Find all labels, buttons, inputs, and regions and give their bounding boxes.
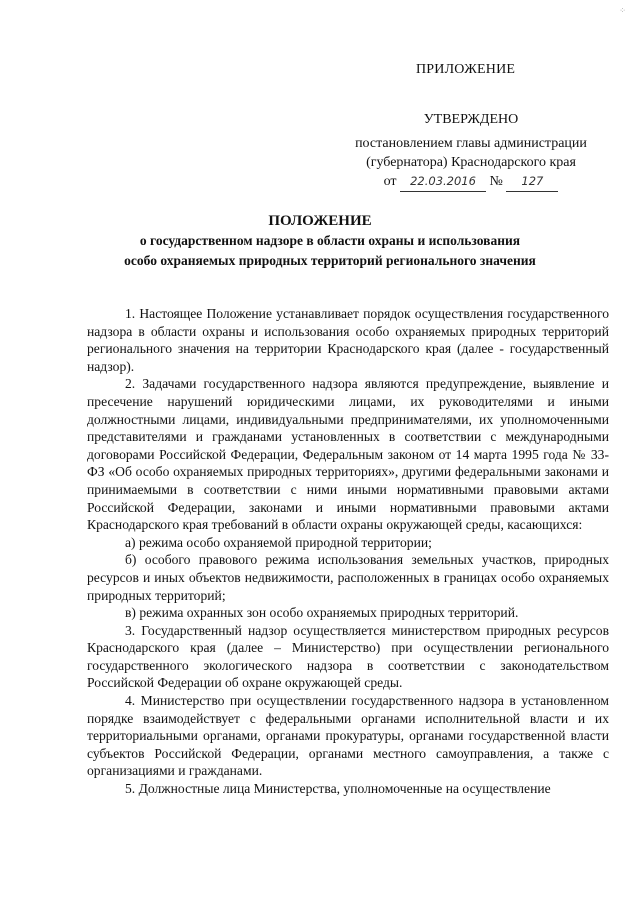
- annex-label: ПРИЛОЖЕНИЕ: [416, 62, 516, 77]
- paragraph-2a: а) режима особо охраняемой природной территории;: [125, 534, 432, 550]
- paragraph-4: 4. Министерство при осуществлении государственного надзора в установленном порядке взаимодействует с федеральными органами исполнительной власти и их территориальными органами, органами прокуратуры, органами государственной власти субъектов Российской Федерации, органами местного самоуправления, а также с организациями и гражданами.: [87, 693, 609, 779]
- document-body: [87, 305, 609, 798]
- paragraph-1: 1. Настоящее Положение устанавливает порядок осуществления государственного надзора в области охраны и использования особо охраняемых природных территорий регионального значения на территории Краснодарского края (далее - государственный надзор).: [87, 306, 609, 374]
- corner-mark: ⁘: [619, 6, 626, 15]
- date-prefix: от: [383, 174, 397, 189]
- paragraph-2c: в) режима охранных зон особо охраняемых природных территорий.: [125, 605, 519, 621]
- number-prefix: №: [489, 174, 503, 189]
- handwritten-number: 127: [506, 172, 558, 192]
- subtitle-line1: о государственном надзоре в области охраны и использования: [139, 233, 521, 248]
- approved-by-line1: постановлением главы администрации: [355, 136, 587, 151]
- paragraph-3: 3. Государственный надзор осуществляется министерством природных ресурсов Краснодарского края (далее – Министерство) при осуществлении регионального государственного экологического надзора в соответствии с законодательством Российской Федерации об охране окружающей среды.: [87, 622, 609, 691]
- handwritten-date: 22.03.2016: [400, 172, 486, 192]
- approval-block: [330, 110, 612, 192]
- document-subtitle: [40, 231, 620, 271]
- approved-title: УТВЕРЖДЕНО: [423, 112, 519, 127]
- document-title: ПОЛОЖЕНИЕ: [268, 213, 372, 229]
- subtitle-line2: особо охраняемых природных территорий регионального значения: [124, 253, 536, 268]
- paragraph-2b: б) особого правового режима использования земельных участков, природных ресурсов и иных объектов недвижимости, расположенных в границах особо охраняемых природных территорий;: [87, 552, 609, 603]
- date-number-row: [330, 172, 612, 192]
- paragraph-2: 2. Задачами государственного надзора являются предупреждение, выявление и пресечение нарушений юридическими лицами, их руководителями и иными должностными лицами, индивидуальными предпринимателями, их уполномоченными представителями и гражданами установленных в соответствии с международными договорами Российской Федерации, Федеральным законом от 14 марта 1995 года № 33-ФЗ «Об особо охраняемых природных территориях», другими федеральными законами и принимаемыми в соответствии с ними иными нормативными правовыми актами Российской Федерации, законами и иными нормативными правовыми актами Краснодарского края требований в области охраны окружающей среды, касающихся:: [87, 376, 609, 533]
- paragraph-5: 5. Должностные лица Министерства, уполномоченные на осуществление: [125, 781, 551, 797]
- approved-by-line2: (губернатора) Краснодарского края: [366, 155, 576, 170]
